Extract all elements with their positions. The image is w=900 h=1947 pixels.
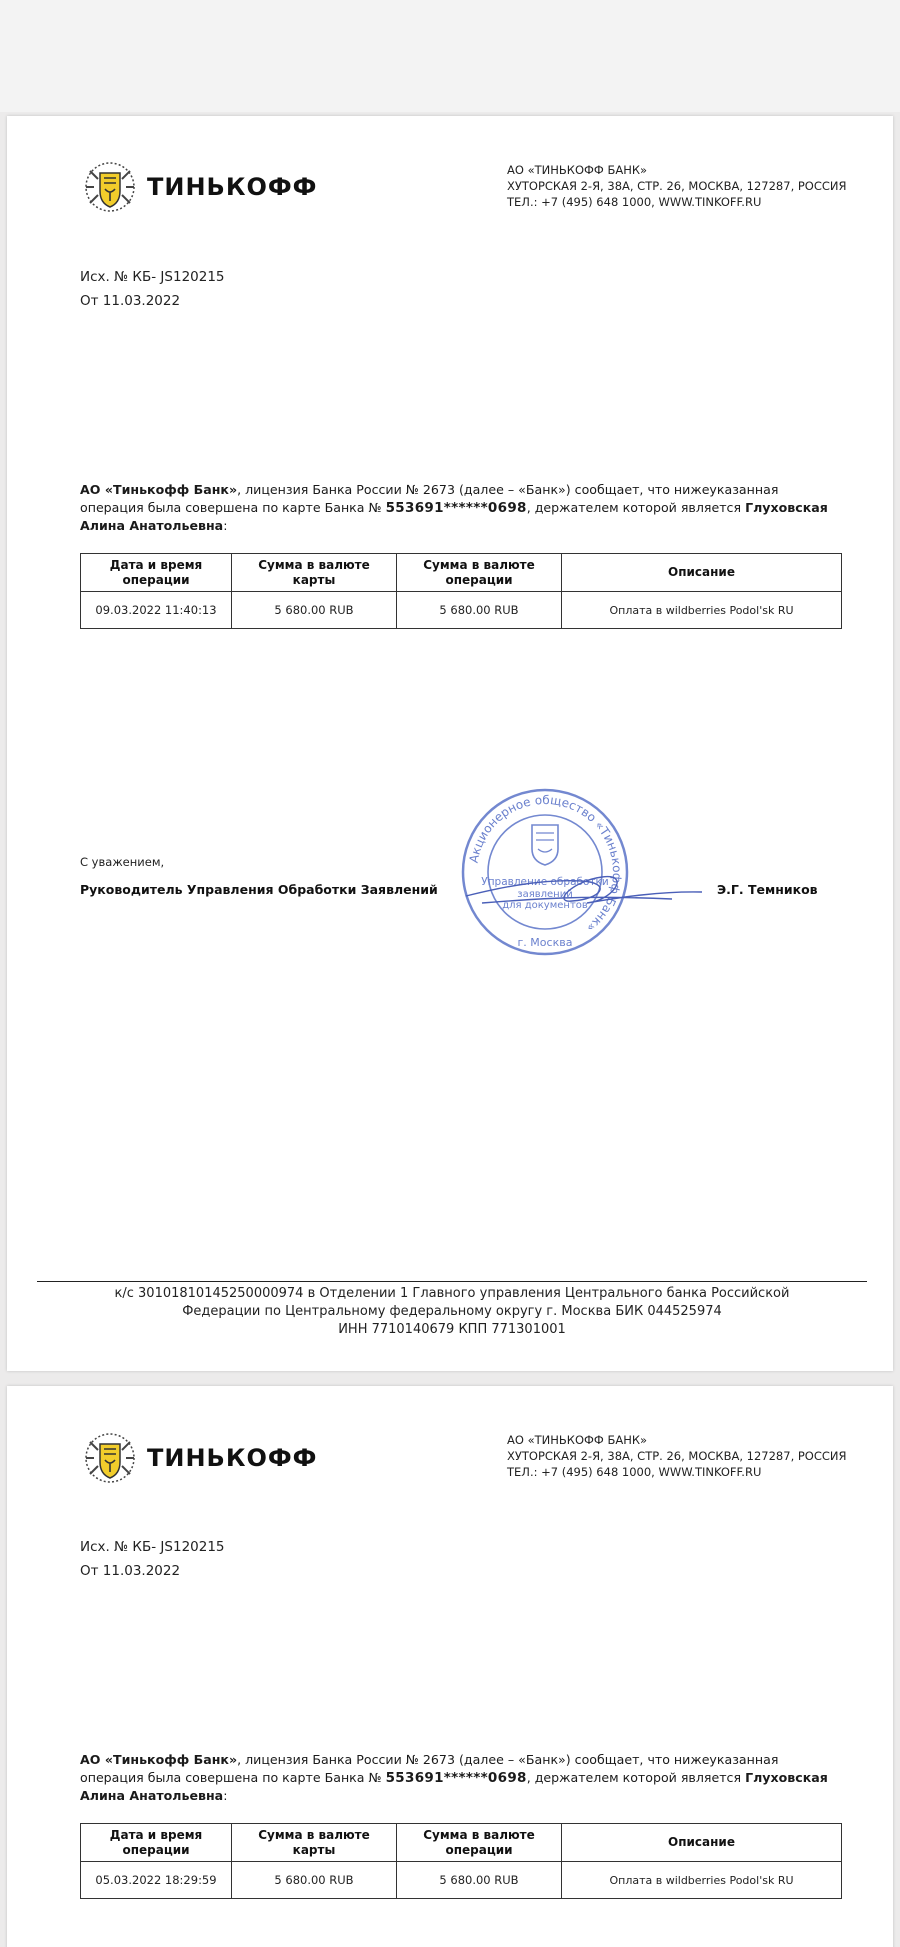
bank-logo bbox=[81, 161, 317, 213]
requisites-line: к/с 30101810145250000974 в Отделении 1 Главного управления Центрального банка Российской bbox=[114, 1286, 790, 1301]
cell-description: Оплата в wildberries Podol'sk RU bbox=[562, 592, 842, 629]
footer-divider bbox=[37, 1281, 867, 1282]
handwritten-signature bbox=[462, 861, 707, 921]
cardholder-name: Глуховская Алина Анатольевна bbox=[80, 500, 828, 533]
stamp-inner-line: заявлений bbox=[517, 889, 573, 900]
bank-address-line: ХУТОРСКАЯ 2-Я, 38А, СТР. 26, МОСКВА, 127287, РОССИЯ bbox=[507, 1449, 847, 1463]
bank-requisites bbox=[37, 1285, 867, 1339]
statement-end: : bbox=[223, 518, 228, 533]
table-header-row bbox=[81, 554, 842, 592]
col-description: Описание bbox=[562, 554, 842, 592]
reference-number: Исх. № КБ- JS120215 bbox=[80, 1539, 225, 1555]
document-page-1 bbox=[7, 116, 893, 1371]
requisites-line: ИНН 7710140679 КПП 771301001 bbox=[338, 1322, 566, 1337]
document-page-2 bbox=[7, 1386, 893, 1947]
requisites-line: Федерации по Центральному федеральному округу г. Москва БИК 044525974 bbox=[182, 1304, 722, 1319]
statement-text bbox=[80, 481, 845, 535]
cell-op-amount: 5 680.00 RUB bbox=[397, 592, 562, 629]
bank-name: АО «Тинькофф Банк» bbox=[80, 1752, 238, 1767]
signer-name: Э.Г. Темников bbox=[717, 882, 818, 897]
col-op-amount: Сумма в валюте операции bbox=[397, 1824, 562, 1862]
bank-logo bbox=[81, 1432, 317, 1484]
statement-end: : bbox=[223, 1788, 228, 1803]
operations-table bbox=[80, 553, 842, 629]
table-header-row bbox=[81, 1824, 842, 1862]
cell-op-amount: 5 680.00 RUB bbox=[397, 1862, 562, 1899]
card-number: 553691******0698 bbox=[385, 1770, 527, 1786]
bank-address-line: АО «ТИНЬКОФФ БАНК» bbox=[507, 1433, 648, 1447]
statement-part: , лицензия Банка России № 2673 (далее – «Банк») сообщает, что нижеуказанная операция была совершена по карте Банка № bbox=[80, 482, 779, 515]
statement-part: , лицензия Банка России № 2673 (далее – «Банк») сообщает, что нижеуказанная операция была совершена по карте Банка № bbox=[80, 1752, 779, 1785]
cell-description: Оплата в wildberries Podol'sk RU bbox=[562, 1862, 842, 1899]
col-card-amount: Сумма в валюте карты bbox=[232, 554, 397, 592]
statement-part: , держателем которой является bbox=[526, 1770, 746, 1785]
operations-table bbox=[80, 1823, 842, 1899]
col-datetime: Дата и время операции bbox=[81, 554, 232, 592]
col-description: Описание bbox=[562, 1824, 842, 1862]
viewer-top-margin bbox=[0, 0, 900, 112]
reference-number: Исх. № КБ- JS120215 bbox=[80, 269, 225, 285]
statement-text bbox=[80, 1751, 845, 1805]
table-row bbox=[81, 1862, 842, 1899]
bank-address bbox=[507, 162, 847, 210]
table-row bbox=[81, 592, 842, 629]
bank-address-line: ТЕЛ.: +7 (495) 648 1000, WWW.TINKOFF.RU bbox=[507, 195, 762, 209]
stamp-inner-line: для документов bbox=[502, 900, 588, 911]
stamp-ring-text: Акционерное общество «Тинькофф Банк» bbox=[466, 792, 625, 936]
cell-card-amount: 5 680.00 RUB bbox=[232, 592, 397, 629]
cell-datetime: 05.03.2022 18:29:59 bbox=[81, 1862, 232, 1899]
stamp-inner-line: Управление обработки bbox=[481, 876, 609, 888]
stamp-city: г. Москва bbox=[517, 936, 573, 949]
reference-date: От 11.03.2022 bbox=[80, 1563, 181, 1579]
cell-card-amount: 5 680.00 RUB bbox=[232, 1862, 397, 1899]
bank-wordmark: ТИНЬКОФФ bbox=[147, 1444, 318, 1472]
col-op-amount: Сумма в валюте операции bbox=[397, 554, 562, 592]
cell-datetime: 09.03.2022 11:40:13 bbox=[81, 592, 232, 629]
closing-regards: С уважением, bbox=[80, 855, 165, 869]
bank-address-line: АО «ТИНЬКОФФ БАНК» bbox=[507, 163, 648, 177]
bank-emblem-icon bbox=[81, 1432, 139, 1484]
bank-wordmark: ТИНЬКОФФ bbox=[147, 173, 318, 201]
outgoing-reference bbox=[80, 1535, 225, 1583]
signer-position: Руководитель Управления Обработки Заявлений bbox=[80, 882, 438, 897]
col-datetime: Дата и время операции bbox=[81, 1824, 232, 1862]
col-card-amount: Сумма в валюте карты bbox=[232, 1824, 397, 1862]
card-number: 553691******0698 bbox=[385, 500, 527, 516]
bank-address-line: ТЕЛ.: +7 (495) 648 1000, WWW.TINKOFF.RU bbox=[507, 1465, 762, 1479]
bank-emblem-icon bbox=[81, 161, 139, 213]
bank-address-line: ХУТОРСКАЯ 2-Я, 38А, СТР. 26, МОСКВА, 127287, РОССИЯ bbox=[507, 179, 847, 193]
outgoing-reference bbox=[80, 265, 225, 313]
statement-part: , держателем которой является bbox=[526, 500, 746, 515]
cardholder-name: Глуховская Алина Анатольевна bbox=[80, 1770, 828, 1803]
reference-date: От 11.03.2022 bbox=[80, 293, 181, 309]
bank-address bbox=[507, 1432, 847, 1480]
bank-name: АО «Тинькофф Банк» bbox=[80, 482, 238, 497]
